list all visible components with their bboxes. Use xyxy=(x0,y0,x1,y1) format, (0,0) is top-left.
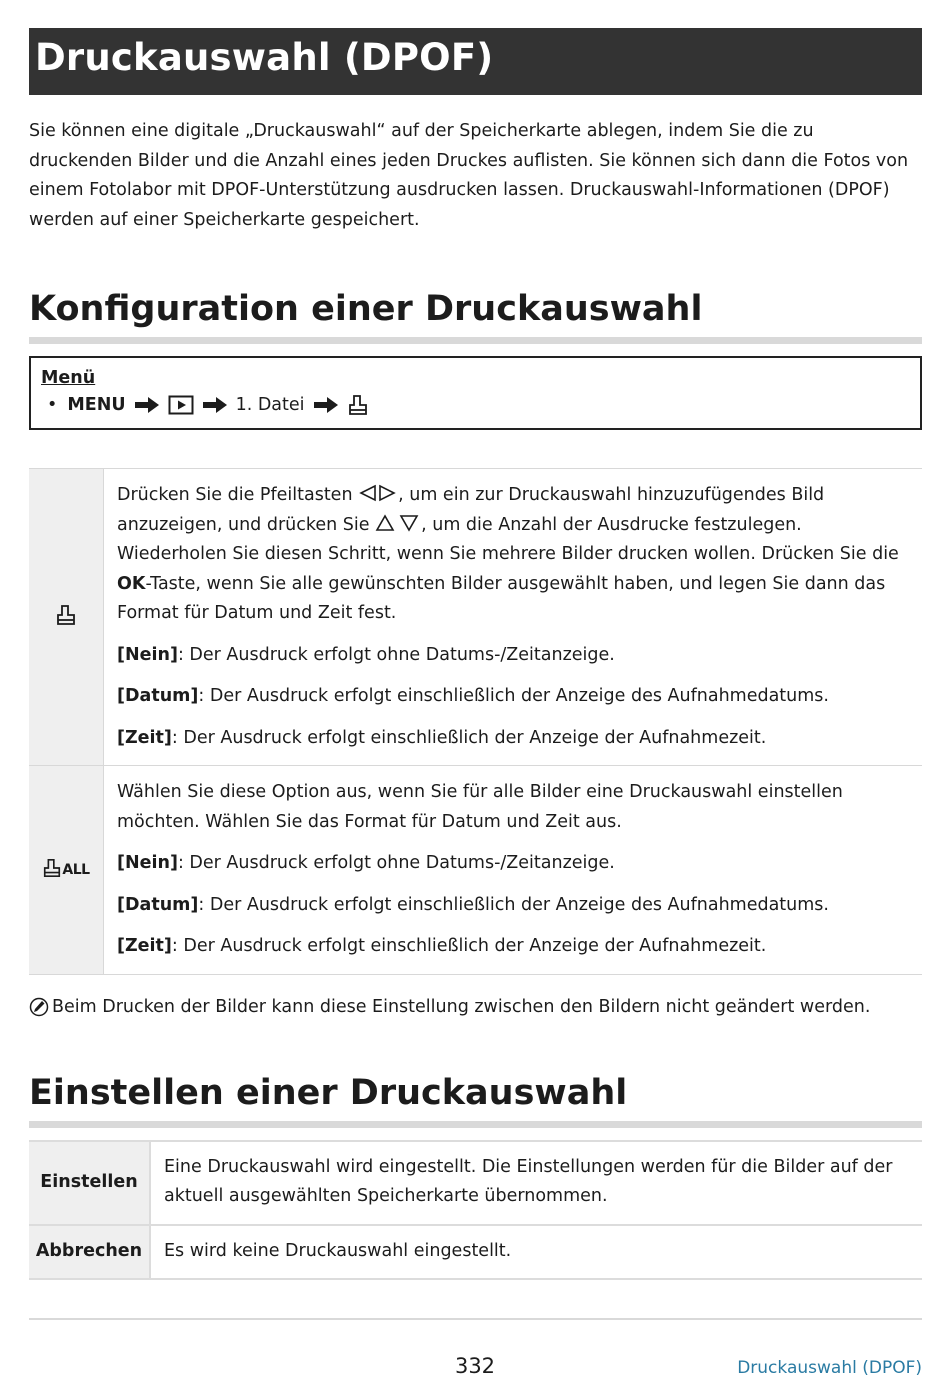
choice-none xyxy=(117,641,910,671)
print-order-icon xyxy=(42,858,62,878)
arrow-right-icon xyxy=(134,396,160,414)
option-main-text xyxy=(117,481,910,629)
options-table xyxy=(29,468,922,975)
choice-desc: : Der Ausdruck erfolgt einschließlich der Anzeige des Aufnahmedatums. xyxy=(198,894,829,915)
footer-divider xyxy=(29,1318,922,1320)
option-icon-cell xyxy=(29,469,104,766)
footer-section-link[interactable]: Druckauswahl (DPOF) xyxy=(737,1358,922,1378)
intro-paragraph: Sie können eine digitale „Druckauswahl“ auf der Speicherkarte ablegen, indem Sie die zu druckenden Bilder und die Anzahl eines jeden Druckes auflisten. Sie können sich dann die Fotos von einem Fotolabor mit DPOF-Unterstützung ausdrucken lassen. Druckauswahl-Informationen (DPOF) werden auf einer Speicherkarte gespeichert. xyxy=(29,121,909,230)
playback-icon xyxy=(168,395,194,415)
section-heading-configuration: Konfiguration einer Druckauswahl xyxy=(29,285,922,344)
choice-time xyxy=(117,724,910,754)
choice-none xyxy=(117,849,910,879)
choice-label: [Datum] xyxy=(117,894,199,915)
left-right-arrow-keys-icon xyxy=(358,484,398,502)
choice-label: [Nein] xyxy=(117,644,178,665)
menu-title: Menü xyxy=(41,368,96,388)
choice-desc: : Der Ausdruck erfolgt ohne Datums-/Zeitanzeige. xyxy=(177,853,615,873)
choice-label: [Zeit] xyxy=(117,936,172,956)
note xyxy=(29,997,922,1017)
choice-label: [Zeit] xyxy=(117,727,172,748)
choice-date xyxy=(117,891,910,921)
text-part: , um die Anzahl der Ausdrucke festzulegen. Wiederholen Sie diesen Schritt, wenn Sie mehrere Bilder drucken wollen. Drücken Sie die xyxy=(117,514,899,564)
text-part: -Taste, wenn Sie alle gewünschten Bilder ausgewählt haben, und legen Sie dann das Format für Datum und Zeit fest. xyxy=(117,573,886,623)
print-order-icon xyxy=(55,604,77,626)
table-row xyxy=(29,1141,922,1225)
setting-label: Abbrechen xyxy=(29,1225,150,1280)
option-description xyxy=(104,469,923,766)
setting-description: Es wird keine Druckauswahl eingestellt. xyxy=(150,1225,922,1280)
up-down-arrow-keys-icon xyxy=(375,514,421,532)
menu-step-file: 1. Datei xyxy=(235,395,305,415)
print-all-icon-text: ALL xyxy=(62,861,90,878)
choice-desc: : Der Ausdruck erfolgt ohne Datums-/Zeitanzeige. xyxy=(177,644,615,665)
text-part: Drücken Sie die Pfeiltasten xyxy=(117,485,359,505)
menu-bullet: • xyxy=(47,395,58,415)
settings-table xyxy=(29,1140,922,1281)
table-row xyxy=(29,469,922,766)
table-row xyxy=(29,1225,922,1280)
note-pencil-icon xyxy=(29,997,49,1017)
section-heading-settings: Einstellen einer Druckauswahl xyxy=(29,1069,922,1128)
text-part: , um ein zur Druckauswahl hinzuzufügendes Bild anzuzeigen, und drücken Sie xyxy=(117,485,825,535)
page-title: Druckauswahl (DPOF) xyxy=(29,28,922,95)
choice-desc: : Der Ausdruck erfolgt einschließlich der Anzeige der Aufnahmezeit. xyxy=(171,936,767,956)
choice-label: [Datum] xyxy=(117,686,199,706)
setting-label: Einstellen xyxy=(29,1141,150,1225)
menu-path-box xyxy=(29,356,922,430)
table-row xyxy=(29,766,922,975)
page-number: 332 xyxy=(454,1354,496,1378)
choice-desc: : Der Ausdruck erfolgt einschließlich der Anzeige des Aufnahmedatums. xyxy=(198,686,829,706)
arrow-right-icon xyxy=(313,396,339,414)
arrow-right-icon xyxy=(202,396,228,414)
menu-key: MENU xyxy=(67,395,126,415)
choice-desc: : Der Ausdruck erfolgt einschließlich der Anzeige der Aufnahmezeit. xyxy=(171,727,767,748)
choice-time xyxy=(117,932,910,962)
choice-label: [Nein] xyxy=(117,853,178,873)
page-content xyxy=(29,28,922,1280)
note-text: Beim Drucken der Bilder kann diese Einstellung zwischen den Bildern nicht geändert werden. xyxy=(52,996,871,1017)
ok-key-label: OK xyxy=(117,573,146,594)
menu-path xyxy=(41,394,910,416)
option-icon-cell xyxy=(29,766,104,975)
choice-date xyxy=(117,682,910,712)
print-order-icon xyxy=(347,394,369,416)
option-main-text: Wählen Sie diese Option aus, wenn Sie für alle Bilder eine Druckauswahl einstellen möchten. Wählen Sie das Format für Datum und Zeit aus. xyxy=(117,782,843,832)
option-description xyxy=(104,766,923,975)
setting-description: Eine Druckauswahl wird eingestellt. Die Einstellungen werden für die Bilder auf der aktuell ausgewählten Speicherkarte übernommen. xyxy=(150,1141,922,1225)
print-all-icon xyxy=(42,858,89,878)
